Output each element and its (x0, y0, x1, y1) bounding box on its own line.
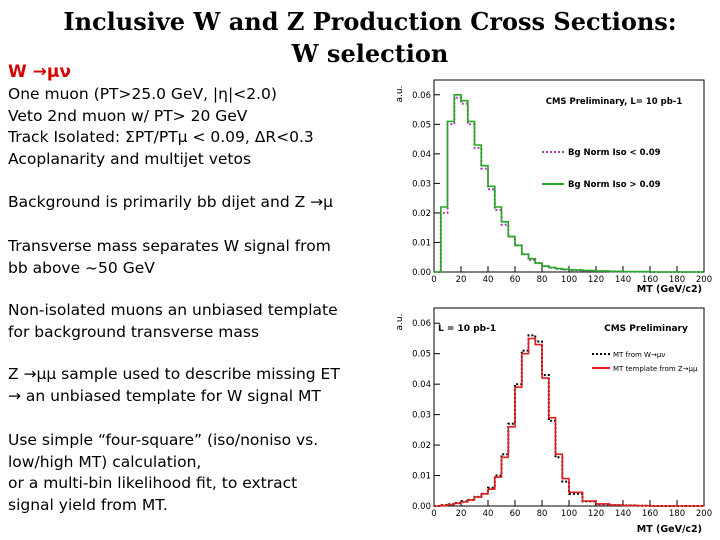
x-tick-label: 160 (641, 509, 659, 519)
zmumu-line-1: Z →μμ sample used to describe missing ET (8, 365, 340, 383)
criterion-2: Veto 2nd muon w/ PT> 20 GeV (8, 106, 248, 125)
x-axis-label: MT (GeV/c2) (636, 524, 702, 535)
y-tick-label: 0.02 (412, 441, 431, 452)
x-tick-label: 100 (560, 275, 578, 285)
legend-label: Bg Norm Iso > 0.09 (568, 180, 661, 190)
x-tick-label: 140 (614, 275, 632, 285)
x-tick-label: 60 (509, 275, 521, 285)
criterion-1: One muon (PT>25.0 GeV, |η|<2.0) (8, 85, 277, 103)
plot-signal-templates (392, 302, 712, 538)
zmumu-line-2: → an unbiased template for W signal MT (8, 386, 321, 405)
y-axis-label: a.u. (395, 85, 405, 103)
y-tick-label: 0.01 (412, 471, 431, 482)
nonisolated-note (8, 300, 338, 343)
background-note-text: Background is primarily bb dijet and Z →μ (8, 193, 333, 211)
legend-label: MT template from Z→μμ (613, 365, 698, 373)
x-tick-label: 200 (695, 509, 712, 519)
title-line-2: W selection (291, 39, 449, 68)
y-tick-label: 0.04 (412, 380, 431, 391)
plot-frame (434, 80, 704, 272)
x-tick-label: 180 (668, 509, 686, 519)
lumi-label: L = 10 pb-1 (438, 324, 497, 334)
criterion-4: Acoplanarity and multijet vetos (8, 149, 252, 168)
method-note (8, 430, 318, 516)
x-tick-label: 180 (668, 275, 686, 285)
x-tick-label: 100 (560, 509, 578, 519)
section-label: W →μν (8, 62, 72, 82)
x-tick-label: 120 (587, 275, 605, 285)
plot-background-svg (392, 74, 712, 296)
x-tick-label: 20 (455, 509, 467, 519)
y-tick-label: 0.03 (412, 179, 431, 190)
x-tick-label: 0 (431, 275, 437, 285)
x-tick-label: 40 (482, 509, 494, 519)
x-tick-label: 80 (536, 275, 548, 285)
y-axis-label: a.u. (395, 313, 405, 331)
chart-title: CMS Preliminary (604, 324, 688, 334)
y-tick-label: 0.00 (412, 502, 431, 512)
y-tick-label: 0.05 (412, 349, 431, 360)
plot-signal-svg (392, 302, 712, 538)
method-line-4: signal yield from MT. (8, 495, 168, 514)
legend-label: MT from W→μν (613, 351, 666, 359)
transverse-mass-note (8, 236, 331, 279)
background-note (8, 192, 333, 214)
y-tick-label: 0.06 (412, 319, 431, 330)
y-tick-label: 0.02 (412, 208, 431, 219)
x-tick-label: 0 (431, 509, 437, 519)
y-tick-label: 0.03 (412, 410, 431, 421)
transverse-mass-line-2: bb above ~50 GeV (8, 258, 155, 277)
title-line-1: Inclusive W and Z Production Cross Sections: (63, 7, 677, 36)
method-line-1: Use simple “four-square” (iso/noniso vs. (8, 431, 319, 449)
method-line-2: low/high MT) calculation, (8, 452, 202, 471)
selection-criteria (8, 84, 314, 170)
y-tick-label: 0.06 (412, 90, 431, 101)
y-tick-label: 0.01 (412, 238, 431, 249)
y-tick-label: 0.00 (412, 268, 431, 278)
plot-background-templates (392, 74, 712, 296)
x-tick-label: 40 (482, 275, 494, 285)
x-tick-label: 200 (695, 275, 712, 285)
legend-label: Bg Norm Iso < 0.09 (568, 148, 661, 158)
zmumu-note (8, 364, 340, 407)
transverse-mass-line-1: Transverse mass separates W signal from (8, 237, 331, 255)
x-tick-label: 120 (587, 509, 605, 519)
nonisolated-line-1: Non-isolated muons an unbiased template (8, 301, 338, 319)
x-tick-label: 160 (641, 275, 659, 285)
x-axis-label: MT (GeV/c2) (636, 284, 702, 295)
plot-frame (434, 308, 704, 506)
criterion-3: Track Isolated: ΣPT/PTμ < 0.09, ΔR<0.3 (8, 128, 314, 146)
y-tick-label: 0.05 (412, 120, 431, 131)
x-tick-label: 60 (509, 509, 521, 519)
nonisolated-line-2: for background transverse mass (8, 322, 260, 341)
x-tick-label: 20 (455, 275, 467, 285)
x-tick-label: 80 (536, 509, 548, 519)
slide-title (60, 6, 680, 70)
method-line-3: or a multi-bin likelihood fit, to extract (8, 474, 298, 492)
y-tick-label: 0.04 (412, 149, 431, 160)
chart-title: CMS Preliminary, L= 10 pb-1 (545, 97, 683, 107)
x-tick-label: 140 (614, 509, 632, 519)
